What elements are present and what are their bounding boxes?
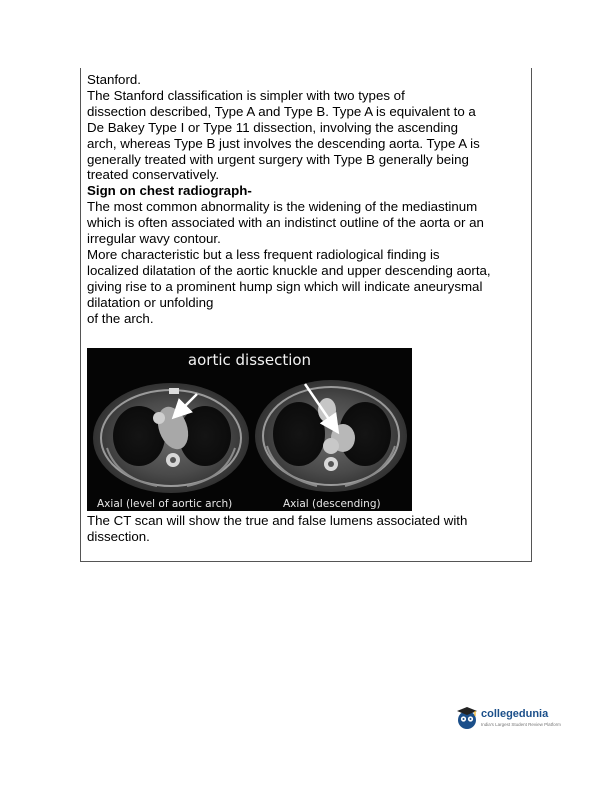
logo-tagline: India's Largest Student Review Platform bbox=[481, 722, 561, 727]
ct-scan-image bbox=[87, 348, 412, 511]
graduate-cap-icon bbox=[455, 706, 479, 732]
ct-scan-figure bbox=[87, 348, 412, 511]
radiograph-line-1: The most common abnormality is the widening of the mediastinum bbox=[87, 199, 478, 215]
body-text-bottom bbox=[87, 513, 527, 545]
stanford-line-5: generally treated with urgent surgery with Type B generally being bbox=[87, 151, 469, 167]
body-text-top bbox=[87, 72, 527, 327]
collegedunia-logo bbox=[455, 704, 565, 734]
logo-name: collegedunia bbox=[481, 708, 549, 720]
figure-caption-right: Axial (descending) bbox=[283, 498, 381, 510]
stanford-line-3: De Bakey Type I or Type 11 dissection, involving the ascending bbox=[87, 119, 459, 135]
stanford-line-1: The Stanford classification is simpler with two types of bbox=[87, 87, 405, 103]
intro-line: Stanford. bbox=[87, 72, 141, 87]
stanford-line-2: dissection described, Type A and Type B. Type A is equivalent to a bbox=[87, 103, 476, 119]
section-heading: Sign on chest radiograph- bbox=[87, 183, 252, 199]
ct-slice-right bbox=[255, 380, 407, 492]
stanford-line-4: arch, whereas Type B just involves the descending aorta. Type A is bbox=[87, 135, 480, 151]
radiograph-line-6: giving rise to a prominent hump sign which will indicate aneurysmal bbox=[87, 278, 483, 294]
radiograph-line-3: irregular wavy contour. bbox=[87, 231, 221, 247]
ct-line-2: dissection. bbox=[87, 528, 150, 544]
radiograph-line-4: More characteristic but a less frequent radiological finding is bbox=[87, 246, 440, 262]
radiograph-line-2: which is often associated with an indistinct outline of the aorta or an bbox=[87, 215, 484, 231]
ct-line-1: The CT scan will show the true and false lumens associated with bbox=[87, 513, 468, 528]
radiograph-line-5: localized dilatation of the aortic knuckle and upper descending aorta, bbox=[87, 262, 491, 278]
figure-title: aortic dissection bbox=[187, 351, 312, 369]
stanford-line-6: treated conservatively. bbox=[87, 167, 220, 183]
radiograph-line-8: of the arch. bbox=[87, 310, 154, 326]
figure-caption-left: Axial (level of aortic arch) bbox=[97, 498, 233, 510]
radiograph-line-7: dilatation or unfolding bbox=[87, 294, 214, 310]
ct-slice-left bbox=[93, 383, 249, 493]
